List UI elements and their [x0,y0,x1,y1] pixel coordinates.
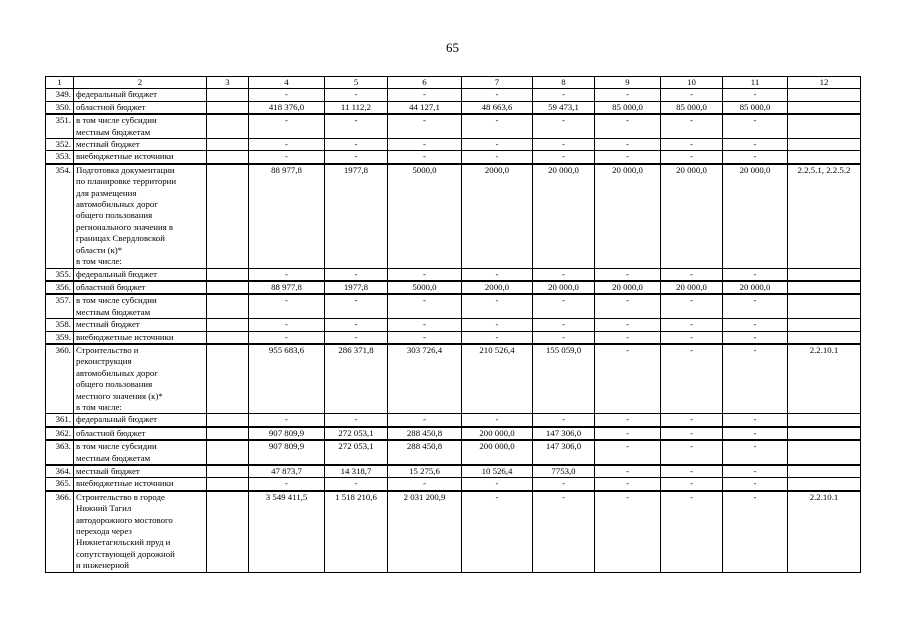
row-number-cell: 363. [46,440,74,465]
value-cell: - [325,151,388,164]
value-cell: - [462,491,533,572]
row-number-cell: 351. [46,114,74,138]
value-cell: - [723,427,788,440]
value-cell: - [462,89,533,101]
table-row [46,294,861,318]
value-cell: - [462,268,533,281]
header-cell: 1 [46,77,74,89]
value-cell: - [661,139,723,151]
row-number-cell: 349. [46,89,74,101]
value-cell: - [249,268,325,281]
target-index-cell [788,101,861,114]
column-3-cell [207,294,249,318]
value-cell: 1977,8 [325,281,388,294]
target-index-cell [788,427,861,440]
value-cell: - [661,294,723,318]
value-cell: 5000,0 [388,281,462,294]
value-cell: 907 809,9 [249,440,325,465]
header-cell: 9 [595,77,661,89]
value-cell: - [325,89,388,101]
value-cell: 88 977,8 [249,164,325,268]
row-name-cell: федеральный бюджет [74,414,207,427]
value-cell: 85 000,0 [595,101,661,114]
value-cell: - [462,139,533,151]
value-cell: - [595,139,661,151]
value-cell: - [249,294,325,318]
row-name-cell: федеральный бюджет [74,268,207,281]
value-cell: 20 000,0 [661,281,723,294]
value-cell: 1977,8 [325,164,388,268]
value-cell: - [388,114,462,138]
row-name-cell: в том числе субсидии местным бюджетам [74,440,207,465]
value-cell: - [661,268,723,281]
value-cell: - [723,319,788,331]
value-cell: 907 809,9 [249,427,325,440]
budget-table [45,76,861,573]
table-row [46,114,861,138]
value-cell: 2000,0 [462,281,533,294]
value-cell: - [661,319,723,331]
row-name-cell: местный бюджет [74,139,207,151]
value-cell: - [595,331,661,344]
value-cell: - [595,268,661,281]
table-row [46,151,861,164]
value-cell: - [462,331,533,344]
value-cell: 200 000,0 [462,440,533,465]
row-number-cell: 354. [46,164,74,268]
table-row [46,319,861,331]
value-cell: - [661,89,723,101]
value-cell: - [388,268,462,281]
header-cell: 5 [325,77,388,89]
value-cell: - [723,268,788,281]
value-cell: - [595,344,661,414]
value-cell: - [533,331,595,344]
value-cell: - [325,331,388,344]
value-cell: - [325,319,388,331]
table-row [46,89,861,101]
column-3-cell [207,414,249,427]
value-cell: - [723,139,788,151]
value-cell: - [249,414,325,427]
value-cell: - [723,151,788,164]
value-cell: - [661,344,723,414]
target-index-cell [788,331,861,344]
page-number: 65 [446,40,459,55]
header-cell: 2 [74,77,207,89]
value-cell: 210 526,4 [462,344,533,414]
column-3-cell [207,440,249,465]
value-cell: 20 000,0 [661,164,723,268]
row-name-cell: областной бюджет [74,281,207,294]
value-cell: - [325,114,388,138]
column-3-cell [207,89,249,101]
value-cell: - [388,294,462,318]
value-cell: - [533,414,595,427]
value-cell: - [661,478,723,491]
value-cell: 44 127,1 [388,101,462,114]
header-cell: 10 [661,77,723,89]
value-cell: - [723,491,788,572]
value-cell: - [462,319,533,331]
value-cell: 1 518 210,6 [325,491,388,572]
value-cell: - [533,89,595,101]
value-cell: - [533,114,595,138]
column-3-cell [207,151,249,164]
row-name-cell: внебюджетные источники [74,478,207,491]
value-cell: - [249,139,325,151]
target-index-cell [788,440,861,465]
row-number-cell: 359. [46,331,74,344]
row-number-cell: 350. [46,101,74,114]
row-name-cell: федеральный бюджет [74,89,207,101]
value-cell: - [462,151,533,164]
value-cell: - [723,414,788,427]
value-cell: 11 112,2 [325,101,388,114]
value-cell: - [249,114,325,138]
value-cell: - [723,478,788,491]
value-cell: 85 000,0 [661,101,723,114]
column-3-cell [207,427,249,440]
value-cell: 2 031 200,9 [388,491,462,572]
row-name-cell: областной бюджет [74,427,207,440]
value-cell: 20 000,0 [723,164,788,268]
value-cell: - [595,465,661,478]
value-cell: 20 000,0 [595,164,661,268]
value-cell: - [533,478,595,491]
value-cell: 88 977,8 [249,281,325,294]
row-name-cell: внебюджетные источники [74,331,207,344]
value-cell: - [595,294,661,318]
table-row [46,414,861,427]
value-cell: - [661,491,723,572]
column-3-cell [207,465,249,478]
value-cell: - [533,294,595,318]
value-cell: 10 526,4 [462,465,533,478]
row-number-cell: 361. [46,414,74,427]
value-cell: - [595,427,661,440]
table-row [46,440,861,465]
header-cell: 3 [207,77,249,89]
value-cell: - [723,344,788,414]
header-cell: 4 [249,77,325,89]
value-cell: 147 306,0 [533,427,595,440]
value-cell: 14 318,7 [325,465,388,478]
target-index-cell [788,151,861,164]
table-row [46,281,861,294]
value-cell: 48 663,6 [462,101,533,114]
value-cell: - [723,440,788,465]
value-cell: - [595,151,661,164]
value-cell: - [661,440,723,465]
table-row [46,491,861,572]
value-cell: - [533,491,595,572]
value-cell: 288 450,8 [388,440,462,465]
table-row [46,268,861,281]
value-cell: - [661,151,723,164]
value-cell: - [249,319,325,331]
value-cell: - [723,114,788,138]
value-cell: - [388,414,462,427]
column-3-cell [207,478,249,491]
value-cell: 955 683,6 [249,344,325,414]
value-cell: - [249,89,325,101]
target-index-cell: 2.2.10.1 [788,344,861,414]
value-cell: - [595,319,661,331]
value-cell: - [661,114,723,138]
target-index-cell [788,294,861,318]
value-cell: - [595,440,661,465]
target-index-cell [788,465,861,478]
target-index-cell [788,281,861,294]
value-cell: - [388,478,462,491]
row-name-cell: областной бюджет [74,101,207,114]
target-index-cell [788,268,861,281]
table-row [46,331,861,344]
row-name-cell: Подготовка документации по планировке территории для размещения автомобильных дорог общего пользования регионального значения в границах Свердловской области (к)* в том числе: [74,164,207,268]
value-cell: - [533,319,595,331]
value-cell: - [723,294,788,318]
value-cell: - [595,114,661,138]
value-cell: - [388,331,462,344]
value-cell: - [388,319,462,331]
row-number-cell: 355. [46,268,74,281]
value-cell: - [462,478,533,491]
header-cell: 11 [723,77,788,89]
column-3-cell [207,164,249,268]
value-cell: - [388,139,462,151]
table-row [46,139,861,151]
table-row [46,478,861,491]
row-number-cell: 357. [46,294,74,318]
value-cell: 272 053,1 [325,440,388,465]
table-row [46,164,861,268]
value-cell: - [661,465,723,478]
target-index-cell [788,114,861,138]
row-number-cell: 356. [46,281,74,294]
target-index-cell [788,414,861,427]
header-row [46,77,861,89]
value-cell: - [388,151,462,164]
column-3-cell [207,319,249,331]
row-name-cell: в том числе субсидии местным бюджетам [74,294,207,318]
header-cell: 12 [788,77,861,89]
table-row [46,101,861,114]
row-name-cell: внебюджетные источники [74,151,207,164]
value-cell: - [723,465,788,478]
value-cell: - [661,414,723,427]
column-3-cell [207,281,249,294]
value-cell: 147 306,0 [533,440,595,465]
value-cell: - [325,268,388,281]
value-cell: - [595,491,661,572]
row-name-cell: местный бюджет [74,465,207,478]
value-cell: - [661,331,723,344]
value-cell: - [533,268,595,281]
value-cell: - [462,114,533,138]
row-number-cell: 353. [46,151,74,164]
value-cell: 20 000,0 [533,164,595,268]
row-number-cell: 352. [46,139,74,151]
column-3-cell [207,114,249,138]
value-cell: 3 549 411,5 [249,491,325,572]
value-cell: 20 000,0 [533,281,595,294]
column-3-cell [207,344,249,414]
value-cell: 288 450,8 [388,427,462,440]
value-cell: - [595,478,661,491]
value-cell: - [249,151,325,164]
value-cell: 200 000,0 [462,427,533,440]
table-row [46,427,861,440]
value-cell: - [533,151,595,164]
value-cell: 15 275,6 [388,465,462,478]
value-cell: - [595,414,661,427]
value-cell: - [325,294,388,318]
value-cell: 303 726,4 [388,344,462,414]
value-cell: 5000,0 [388,164,462,268]
header-cell: 8 [533,77,595,89]
row-number-cell: 365. [46,478,74,491]
value-cell: 7753,0 [533,465,595,478]
column-3-cell [207,491,249,572]
value-cell: - [533,139,595,151]
value-cell: - [249,331,325,344]
target-index-cell [788,478,861,491]
row-name-cell: Строительство в городе Нижний Тагил автодорожного мостового перехода через Нижнетагильский пруд и сопутствующей дорожной и инженерной [74,491,207,572]
value-cell: - [388,89,462,101]
value-cell: - [595,89,661,101]
target-index-cell [788,139,861,151]
value-cell: 155 059,0 [533,344,595,414]
row-name-cell: Строительство и реконструкция автомобильных дорог общего пользования местного значения (к)* в том числе: [74,344,207,414]
row-number-cell: 366. [46,491,74,572]
value-cell: - [462,414,533,427]
target-index-cell [788,319,861,331]
header-cell: 7 [462,77,533,89]
value-cell: 20 000,0 [723,281,788,294]
column-3-cell [207,331,249,344]
value-cell: 272 053,1 [325,427,388,440]
row-number-cell: 358. [46,319,74,331]
table-row [46,344,861,414]
table-row [46,465,861,478]
value-cell: 418 376,0 [249,101,325,114]
row-number-cell: 362. [46,427,74,440]
value-cell: - [325,478,388,491]
target-index-cell: 2.2.10.1 [788,491,861,572]
value-cell: 286 371,8 [325,344,388,414]
row-name-cell: местный бюджет [74,319,207,331]
value-cell: 59 473,1 [533,101,595,114]
row-number-cell: 364. [46,465,74,478]
column-3-cell [207,139,249,151]
target-index-cell [788,89,861,101]
header-cell: 6 [388,77,462,89]
value-cell: 2000,0 [462,164,533,268]
value-cell: 85 000,0 [723,101,788,114]
column-3-cell [207,268,249,281]
value-cell: - [723,331,788,344]
value-cell: 47 873,7 [249,465,325,478]
column-3-cell [207,101,249,114]
value-cell: - [249,478,325,491]
row-name-cell: в том числе субсидии местным бюджетам [74,114,207,138]
value-cell: - [325,414,388,427]
value-cell: - [325,139,388,151]
row-number-cell: 360. [46,344,74,414]
value-cell: - [462,294,533,318]
value-cell: - [723,89,788,101]
value-cell: 20 000,0 [595,281,661,294]
target-index-cell: 2.2.5.1, 2.2.5.2 [788,164,861,268]
value-cell: - [661,427,723,440]
